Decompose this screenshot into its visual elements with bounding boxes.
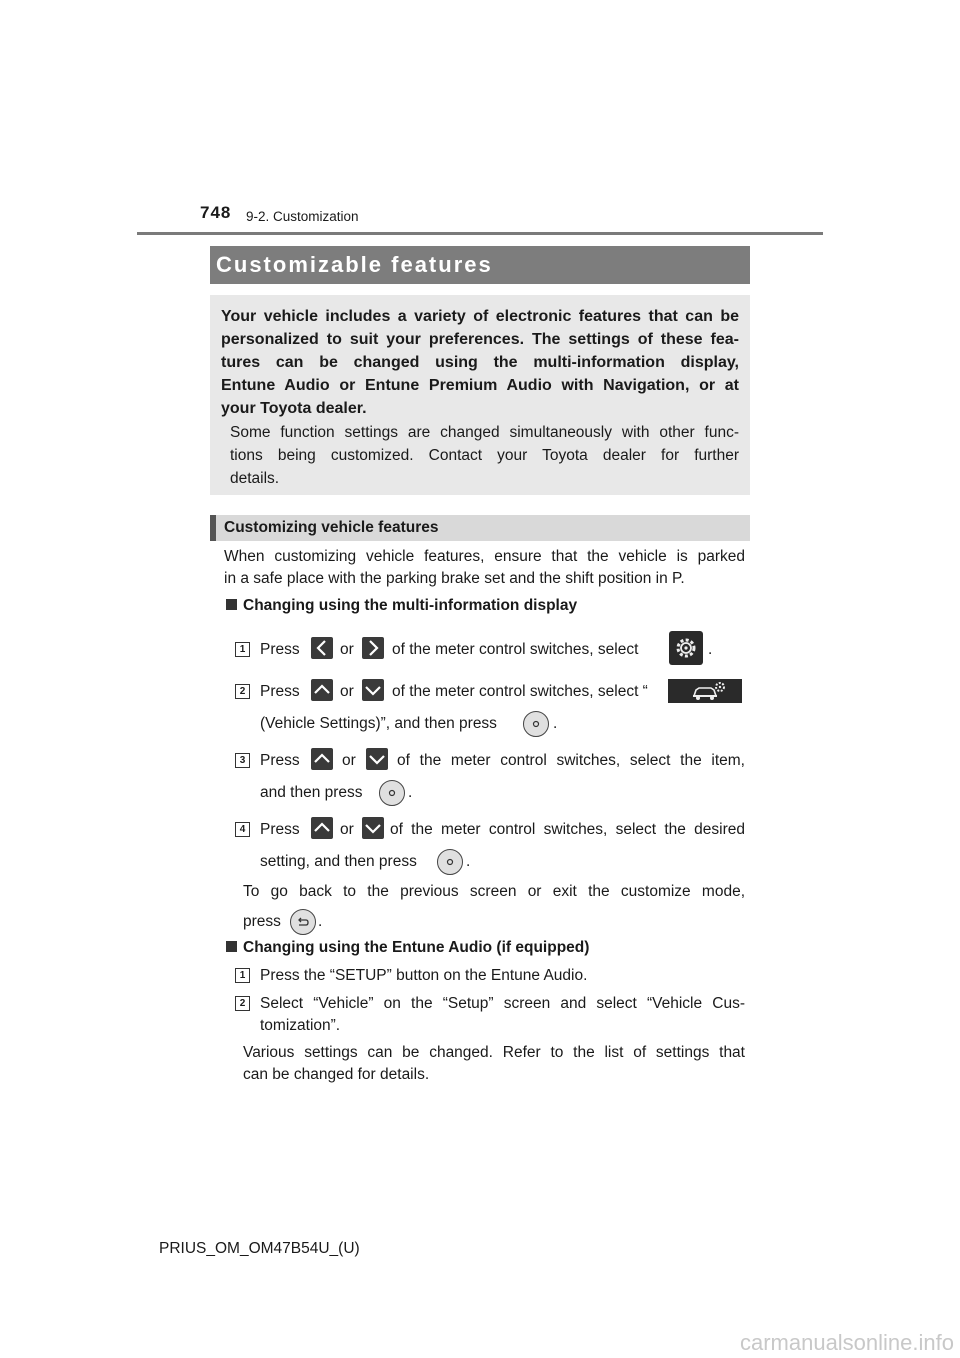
step-text: of the meter control switches, select the desired (390, 821, 745, 838)
step-text: (Vehicle Settings)”, and then press (260, 715, 497, 732)
page-title: Customizable features (216, 252, 493, 277)
intro-box (210, 295, 750, 495)
enter-button-icon (437, 849, 463, 875)
square-bullet-icon (226, 941, 237, 952)
step-text: Press (260, 683, 300, 700)
step-number: 2 (235, 996, 250, 1011)
step-number: 3 (235, 753, 250, 768)
step-text: or (342, 752, 356, 769)
chevron-right-icon (362, 637, 384, 659)
step-text: . (408, 784, 413, 801)
intro-note-line: details. (230, 470, 280, 487)
step-number: 1 (235, 968, 250, 983)
header-divider (137, 232, 823, 235)
enter-button-icon (523, 711, 549, 737)
step-text: of the meter control switches, select (392, 641, 639, 658)
step-text: Press (260, 752, 300, 769)
square-bullet-icon (226, 599, 237, 610)
chevron-up-icon (311, 817, 333, 839)
step-text: Press (260, 821, 300, 838)
enter-button-icon (379, 780, 405, 806)
step-text: of the meter control switches, select the item, (397, 752, 745, 769)
step-text: Press the “SETUP” button on the Entune Audio. (260, 967, 588, 984)
step-text: setting, and then press (260, 853, 417, 870)
note-text: To go back to the previous screen or exit the customize mode, (243, 883, 745, 900)
subsection-accent (210, 515, 216, 541)
chevron-left-icon (311, 637, 333, 659)
section-heading-text: Changing using the multi-information display (243, 597, 578, 614)
step-text: . (553, 715, 558, 732)
step-text: and then press (260, 784, 363, 801)
chevron-down-icon (366, 748, 388, 770)
step-text: Press (260, 641, 300, 658)
section-heading (226, 597, 577, 615)
intro-text-line: Entune Audio or Entune Premium Audio with Navigation, or at (221, 377, 739, 394)
intro-text-line: personalized to suit your preferences. The settings of these fea- (221, 331, 739, 348)
watermark: carmanualsonline.info (739, 1330, 954, 1355)
chevron-down-icon (362, 679, 384, 701)
step-text: Select “Vehicle” on the “Setup” screen and select “Vehicle Cus- (260, 995, 745, 1012)
note-text: press (243, 913, 281, 930)
back-button-icon (290, 909, 316, 935)
section-reference: 9-2. Customization (246, 209, 359, 224)
footer-doc-id: PRIUS_OM_OM47B54U_(U) (159, 1240, 360, 1257)
step-text: or (340, 641, 354, 658)
intro-text-line: Your vehicle includes a variety of electronic features that can be (221, 308, 739, 325)
lead-text-line: When customizing vehicle features, ensure that the vehicle is parked (224, 548, 745, 565)
intro-note-line: tions being customized. Contact your Toyota dealer for further (230, 447, 739, 464)
note-text: . (318, 913, 323, 930)
step-text: tomization”. (260, 1017, 341, 1034)
page-number: 748 (200, 203, 232, 222)
step-text: . (466, 853, 471, 870)
chevron-down-icon (362, 817, 384, 839)
lead-text-line: in a safe place with the parking brake set and the shift position in P. (224, 570, 685, 587)
intro-text-line: your Toyota dealer. (221, 400, 367, 417)
step-text: or (340, 821, 354, 838)
section-heading-text: Changing using the Entune Audio (if equipped) (243, 939, 590, 956)
intro-text-line: tures can be changed using the multi-information display, (221, 354, 739, 371)
gear-icon (669, 631, 703, 665)
intro-note-line: Some function settings are changed simultaneously with other func- (230, 424, 739, 441)
step-text: . (708, 641, 713, 658)
step-text: or (340, 683, 354, 700)
subsection-title: Customizing vehicle features (224, 519, 439, 536)
step-number: 2 (235, 684, 250, 699)
car-gear-icon (668, 679, 742, 703)
section-heading (226, 939, 589, 957)
chevron-up-icon (311, 748, 333, 770)
note-text: Various settings can be changed. Refer to the list of settings that (243, 1044, 745, 1061)
note-text: can be changed for details. (243, 1066, 430, 1083)
step-text: of the meter control switches, select “ (392, 683, 648, 700)
chevron-up-icon (311, 679, 333, 701)
step-number: 4 (235, 822, 250, 837)
step-number: 1 (235, 642, 250, 657)
